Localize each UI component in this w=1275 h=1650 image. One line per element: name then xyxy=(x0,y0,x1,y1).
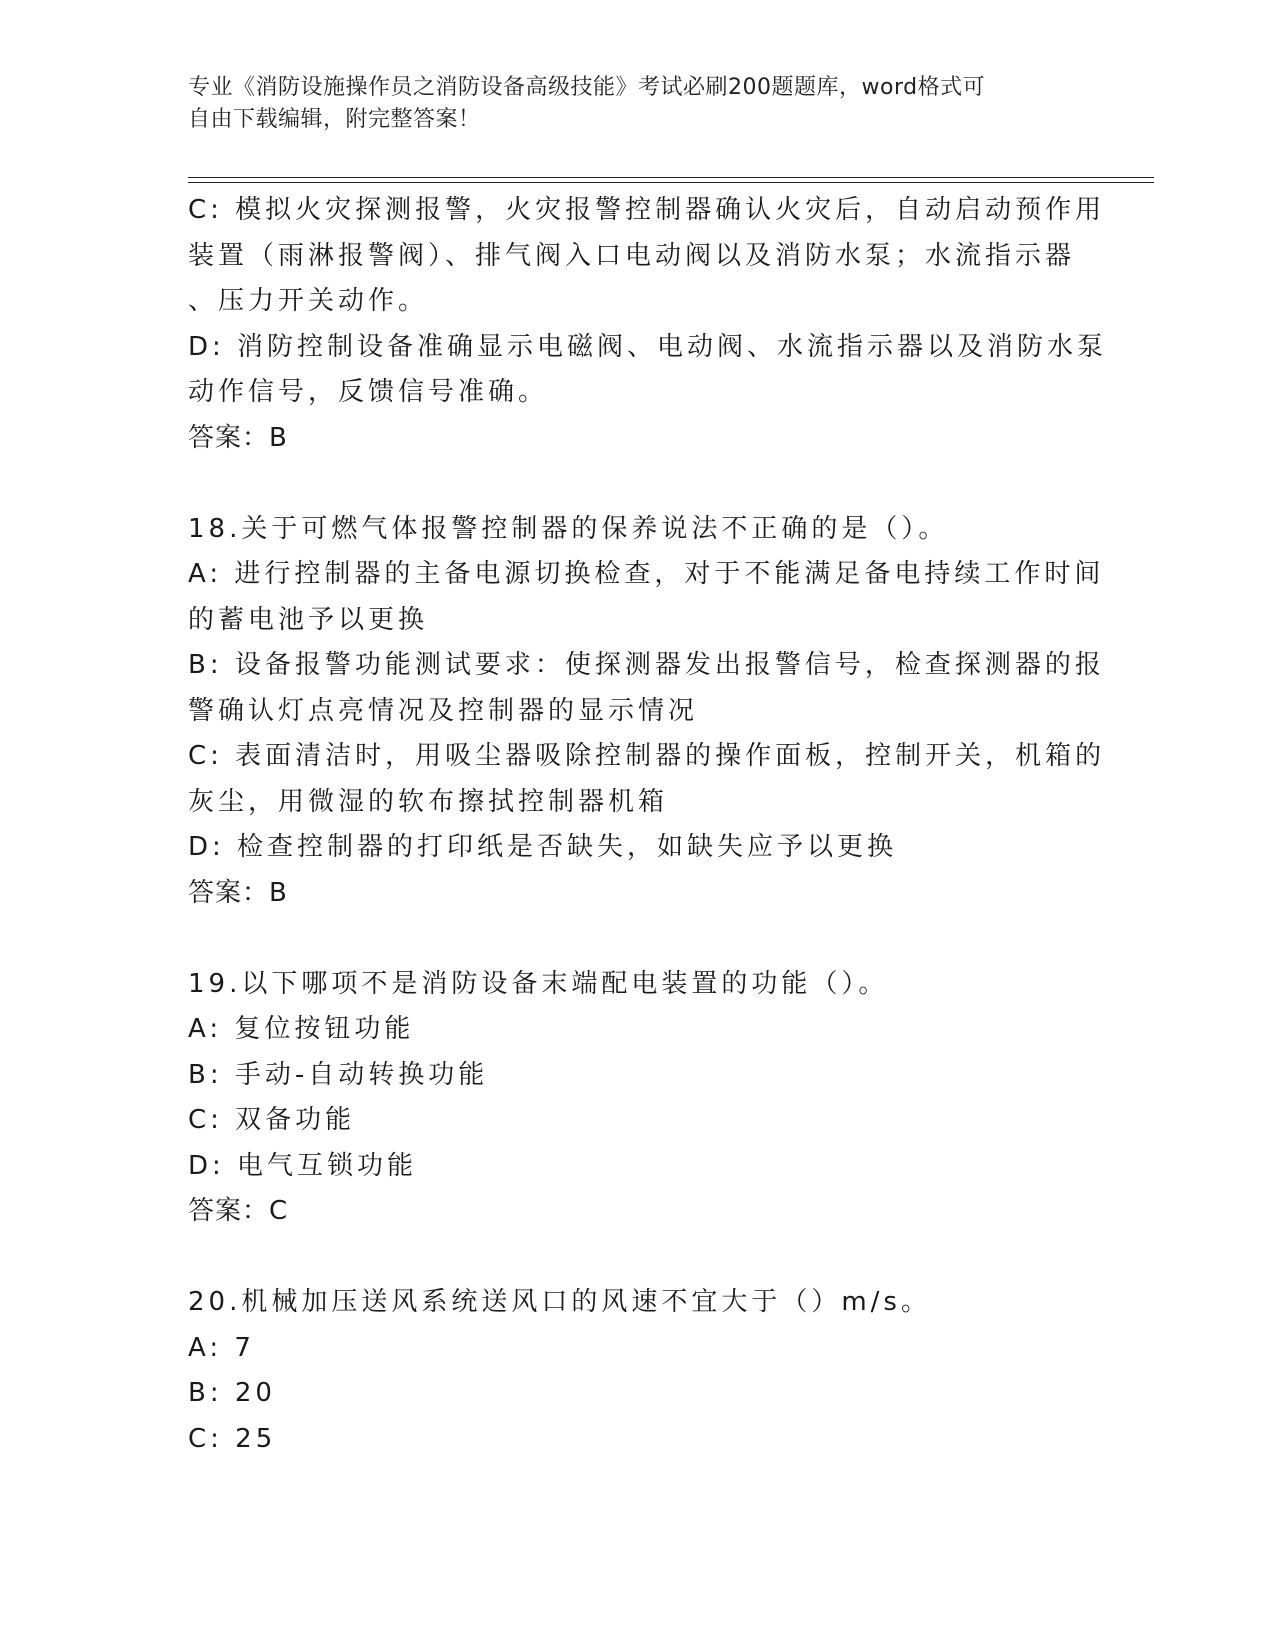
answer-label: 答案：C xyxy=(188,1196,289,1226)
document-body xyxy=(188,188,1108,1462)
option-c-line-2: 装置（雨淋报警阀）、排气阀入口电动阀以及消防水泵；水流指示器 xyxy=(188,240,1076,271)
option-c-line-3: 、压力开关动作。 xyxy=(188,286,429,316)
header-line-1: 专业《消防设施操作员之消防设备高级技能》考试必刷200题题库，word格式可 xyxy=(188,75,986,100)
option-c-line-2: 灰尘，用微湿的软布擦拭控制器机箱 xyxy=(188,786,669,817)
option-d-line-2: 动作信号，反馈信号准确。 xyxy=(188,377,549,407)
header-divider-top xyxy=(188,177,1154,178)
spacer xyxy=(188,1235,1088,1281)
question-18-block xyxy=(188,507,1106,917)
answer-label: 答案：B xyxy=(188,877,288,908)
header-divider-bottom xyxy=(188,182,1154,183)
option-c: C: 25 xyxy=(188,1423,277,1454)
option-c: C: 双备功能 xyxy=(188,1105,356,1135)
question-stem: 20.机械加压送风系统送风口的风速不宜大于（）m/s。 xyxy=(188,1287,931,1317)
question-19-block xyxy=(188,962,1088,1235)
option-b-line-2: 警确认灯点亮情况及控制器的显示情况 xyxy=(188,695,699,726)
prev-question-block xyxy=(188,188,1108,461)
question-20-block xyxy=(188,1280,1088,1462)
option-d-line-1: D: 消防控制设备准确显示电磁阀、电动阀、水流指示器以及消防水泵 xyxy=(188,331,1108,362)
option-c-line-1: C: 表面清洁时，用吸尘器吸除控制器的操作面板，控制开关，机箱的 xyxy=(188,741,1106,771)
option-d: D: 电气互锁功能 xyxy=(188,1150,418,1181)
document-header xyxy=(188,72,1068,136)
option-a-line-2: 的蓄电池予以更换 xyxy=(188,604,429,635)
option-a: A: 7 xyxy=(188,1332,255,1363)
spacer xyxy=(188,461,1088,507)
option-a: A: 复位按钮功能 xyxy=(188,1014,415,1044)
answer-label: 答案：B xyxy=(188,422,288,453)
question-stem: 19.以下哪项不是消防设备末端配电装置的功能（）。 xyxy=(188,968,889,999)
option-c-line-1: C: 模拟火灾探测报警，火灾报警控制器确认火灾后，自动启动预作用 xyxy=(188,195,1106,225)
option-a-line-1: A: 进行控制器的主备电源切换检查，对于不能满足备电持续工作时间 xyxy=(188,559,1105,589)
option-d: D: 检查控制器的打印纸是否缺失，如缺失应予以更换 xyxy=(188,832,898,862)
spacer xyxy=(188,916,1088,962)
header-line-2: 自由下载编辑，附完整答案！ xyxy=(188,107,481,132)
option-b-line-1: B: 设备报警功能测试要求：使探测器发出报警信号，检查探测器的报 xyxy=(188,650,1105,680)
question-stem: 18.关于可燃气体报警控制器的保养说法不正确的是（）。 xyxy=(188,513,949,544)
option-b: B: 20 xyxy=(188,1378,276,1408)
option-b: B: 手动-自动转换功能 xyxy=(188,1059,489,1090)
